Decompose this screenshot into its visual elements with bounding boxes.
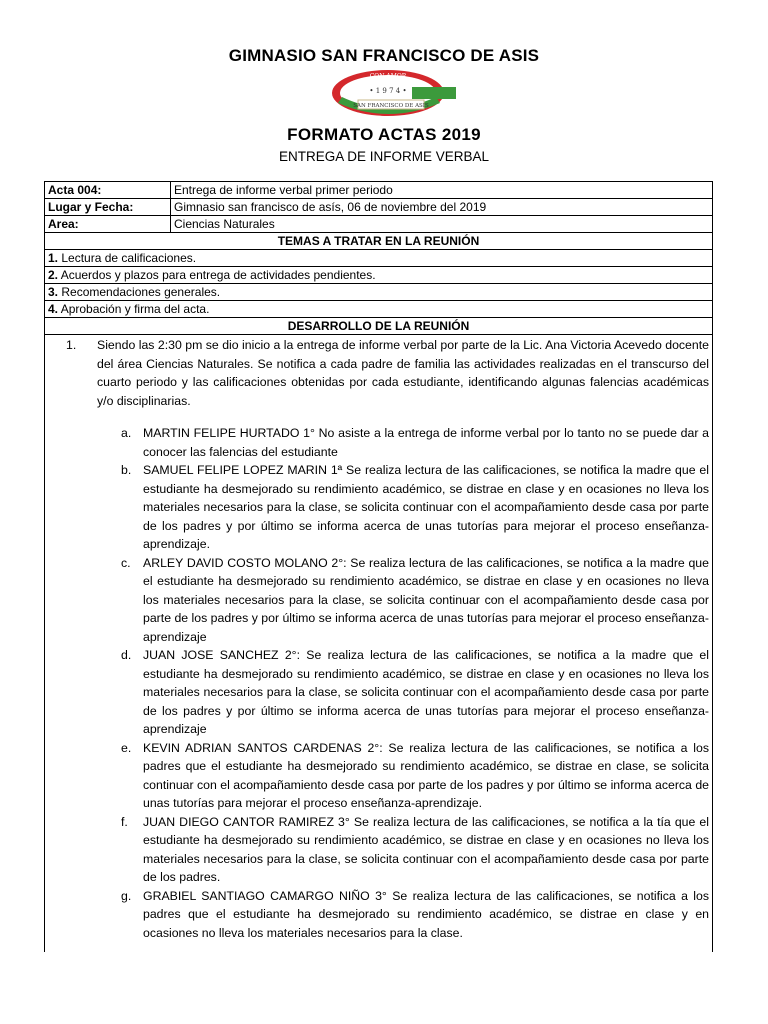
desarrollo-body-row bbox=[45, 335, 713, 953]
desarrollo-heading-row bbox=[45, 318, 713, 335]
logo-green-wing bbox=[412, 87, 456, 99]
student-letter: c. bbox=[121, 555, 131, 570]
lugar-row bbox=[45, 199, 713, 216]
logo-banner-text: SAN FRANCISCO DE ASIS bbox=[353, 103, 429, 109]
student-item bbox=[121, 554, 709, 647]
tema-item bbox=[45, 250, 713, 267]
student-item bbox=[121, 424, 709, 461]
temas-heading: TEMAS A TRATAR EN LA REUNIÓN bbox=[45, 233, 713, 250]
acta-table bbox=[44, 181, 713, 952]
tema-number: 3. bbox=[48, 285, 59, 299]
student-text: GRABIEL SANTIAGO CAMARGO NIÑO 3° Se realiza lectura de las calificaciones, se notifica a los padres que el estudiante ha desmejorado su rendimiento académico, se distrae en clase y en ocasiones no lleva los materiales necesarios para la clase. bbox=[143, 888, 709, 940]
tema-row bbox=[45, 267, 713, 284]
intro-paragraph bbox=[66, 335, 709, 410]
student-item bbox=[121, 739, 709, 813]
student-text: SAMUEL FELIPE LOPEZ MARIN 1ª Se realiza lectura de las calificaciones, se notifica la madre que el estudiante ha desmejorado su rendimiento académico, se distrae en clase y en ocasiones no lleva los materiales necesarios para la clase, se solicita continuar con el acompañamiento desde casa por parte de los padres y por último se informa acerca de unas tutorías para mejorar el proceso enseñanza- aprendizaje. bbox=[143, 463, 709, 551]
desarrollo-heading: DESARROLLO DE LA REUNIÓN bbox=[45, 318, 713, 335]
student-letter: g. bbox=[121, 888, 132, 903]
tema-number: 2. bbox=[48, 268, 59, 282]
student-letter: b. bbox=[121, 463, 132, 477]
student-text: JUAN JOSE SANCHEZ 2°: Se realiza lectura de las calificaciones, se notifica a la madre que el estudiante ha desmejorado su rendimiento académico, se distrae en clase y en ocasiones no lleva los materiales necesarios para la clase, se solicita continuar con el acompañamiento desde casa por parte de los padres y por último se informa acerca de unas tutorías para mejorar el proceso enseñanza- aprendizaje bbox=[143, 648, 709, 736]
student-letter: f. bbox=[121, 814, 128, 829]
tema-text: Acuerdos y plazos para entrega de actividades pendientes. bbox=[58, 268, 376, 282]
student-list bbox=[45, 424, 712, 942]
intro-number: 1. bbox=[66, 338, 77, 352]
student-item bbox=[121, 887, 709, 943]
acta-value: Entrega de informe verbal primer periodo bbox=[171, 182, 713, 199]
tema-text: Lectura de calificaciones. bbox=[58, 251, 197, 265]
tema-number: 1. bbox=[48, 251, 59, 265]
tema-number: 4. bbox=[48, 302, 59, 316]
tema-row bbox=[45, 284, 713, 301]
tema-item bbox=[45, 267, 713, 284]
student-text: KEVIN ADRIAN SANTOS CARDENAS 2°: Se realiza lectura de las calificaciones, se notifica a los padres que el estudiante ha desmejorado su rendimiento académico, se distrae en clase, se solicita continuar con el acompañamiento desde casa por parte de los padres y por último se informa acerca de unas tutorías para mejorar el proceso enseñanza-aprendizaje. bbox=[143, 740, 709, 810]
document-subtitle: ENTREGA DE INFORME VERBAL bbox=[278, 149, 490, 164]
lugar-label: Lugar y Fecha: bbox=[45, 199, 171, 216]
tema-item bbox=[45, 301, 713, 318]
tema-text: Aprobación y firma del acta. bbox=[58, 302, 210, 316]
tema-row bbox=[45, 301, 713, 318]
student-item bbox=[121, 646, 709, 739]
school-logo bbox=[328, 67, 458, 119]
intro-text: Siendo las 2:30 pm se dio inicio a la entrega de informe verbal por parte de la Lic. Ana Victoria Acevedo docente del área Ciencias Naturales. Se notifica a cada padre de familia las actividades realizadas en el transcurso del cuarto periodo y las calificaciones obtenidas por cada estudiante, identificando algunas falencias académicas y/o disciplinarias. bbox=[97, 338, 709, 408]
school-name: GIMNASIO SAN FRANCISCO DE ASIS bbox=[228, 46, 540, 65]
student-text: ARLEY DAVID COSTO MOLANO 2°: Se realiza lectura de las calificaciones, se notifica a la madre que el estudiante ha desmejorado su rendimiento académico, se distrae en clase y en ocasiones no lleva los materiales necesarios para la clase, se solicita continuar con el acompañamiento desde casa por parte de los padres y por último se informa acerca de unas tutorías para mejorar el proceso enseñanza- aprendizaje bbox=[143, 555, 709, 644]
acta-row bbox=[45, 182, 713, 199]
desarrollo-content bbox=[45, 335, 712, 952]
lugar-value: Gimnasio san francisco de asís, 06 de noviembre del 2019 bbox=[171, 199, 713, 216]
student-text: JUAN DIEGO CANTOR RAMIREZ 3° Se realiza lectura de las calificaciones, se notifica a la tía que el estudiante ha desmejorado su rendimiento académico, se distrae en clase y en ocasiones no lleva los materiales necesarios para la clase, se solicita continuar con el acompañamiento desde casa por parte de los padres. bbox=[143, 814, 709, 884]
area-row bbox=[45, 216, 713, 233]
student-item bbox=[121, 813, 709, 887]
area-label: Area: bbox=[45, 216, 171, 233]
student-item bbox=[121, 461, 709, 554]
tema-item bbox=[45, 284, 713, 301]
student-letter: a. bbox=[121, 426, 132, 440]
student-text: MARTIN FELIPE HURTADO 1° No asiste a la entrega de informe verbal por lo tanto no se puede dar a conocer las falencias del estudiante bbox=[143, 426, 709, 459]
logo-top-text: CON AMOR bbox=[369, 73, 407, 80]
tema-text: Recomendaciones generales. bbox=[58, 285, 221, 299]
temas-heading-row bbox=[45, 233, 713, 250]
student-letter: d. bbox=[121, 648, 132, 662]
acta-label: Acta 004: bbox=[45, 182, 171, 199]
desarrollo-body bbox=[45, 335, 713, 953]
area-value: Ciencias Naturales bbox=[171, 216, 713, 233]
tema-row bbox=[45, 250, 713, 267]
student-letter: e. bbox=[121, 740, 132, 755]
document-title: FORMATO ACTAS 2019 bbox=[287, 125, 481, 144]
logo-year-text: • 1 9 7 4 • bbox=[369, 87, 407, 95]
